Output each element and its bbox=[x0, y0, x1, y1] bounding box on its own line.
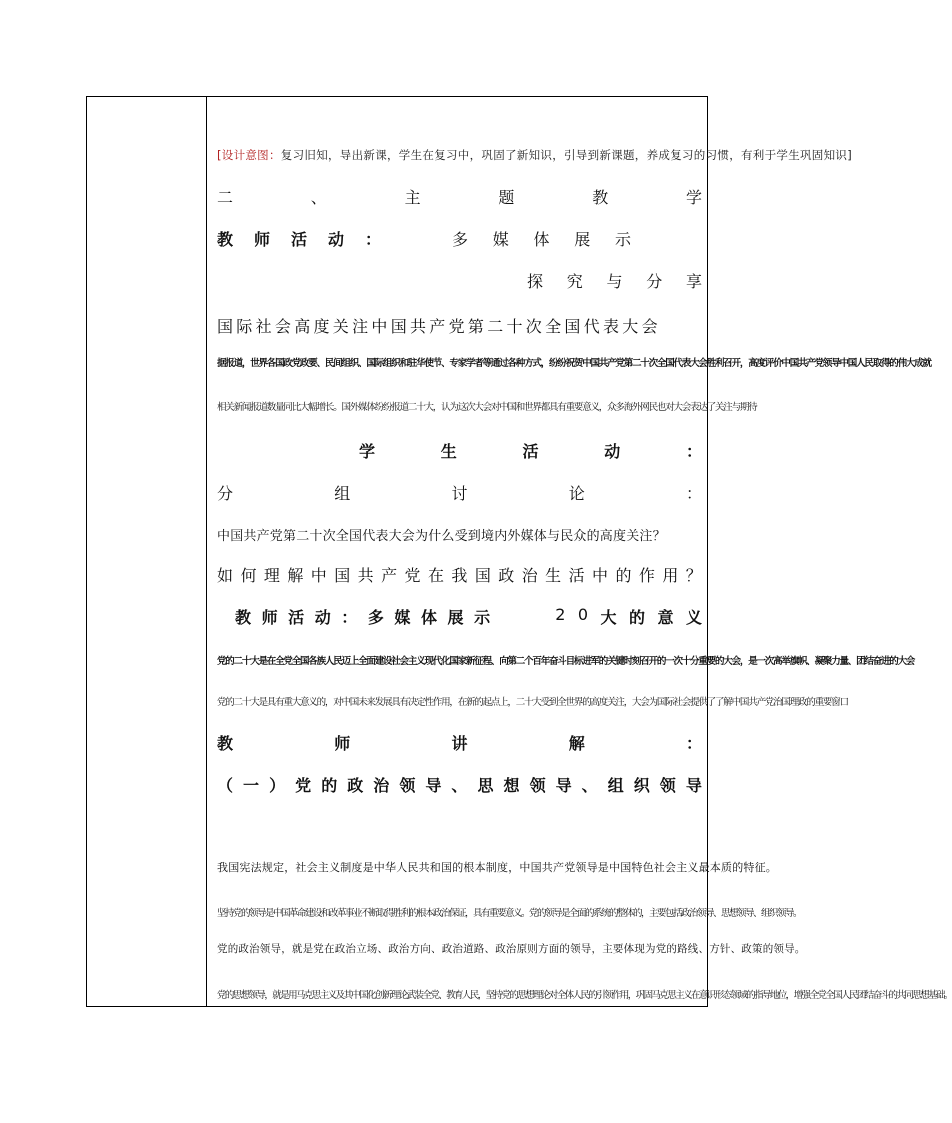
content-column bbox=[209, 97, 952, 1006]
question-1: 中国共产党第二十次全国代表大会为什么受到境内外媒体与民众的高度关注？ bbox=[217, 529, 666, 544]
paragraph-constitution: 我国宪法规定，社会主义制度是中华人民共和国的根本制度，中国共产党领导是中国特色社会主义最本质的特征。 bbox=[217, 861, 777, 874]
question-2: 如 何 理 解 中 国 共 产 党 在 我 国 政 治 生 活 中 的 作 用 ？ bbox=[217, 566, 703, 585]
paragraph-leadership: 坚持党的领导是中国革命建设和改革事业不断取得胜利的根本政治保证，具有重要意义。党的领导是全面的系统的整体的，主要包括政治领导、思想领导、组织领导。 bbox=[217, 908, 802, 919]
dense-paragraph-1-line-2: 相关新闻报道数量同比大幅增长。国外媒体纷纷报道二十大，认为这次大会对中国和世界都具有重要意义，众多海外网民也对大会表达了关注与期待 bbox=[217, 402, 757, 413]
dense-paragraph-2-line-1: 党的二十大是在全党全国各族人民迈上全面建设社会主义现代化国家新征程、向第二个百年奋斗目标进军的关键时刻召开的一次十分重要的大会，是一次高举旗帜、凝聚力量、团结奋进的大会 bbox=[217, 656, 915, 667]
lesson-plan-table bbox=[86, 96, 952, 1007]
student-activity: 学 生 活 动 ： bbox=[359, 442, 703, 461]
teacher-activity-2: 教 师 活 动 ： 多 媒 体 展 示 2 0 大 的 意 义 bbox=[235, 605, 703, 627]
design-intent-text: 复习旧知，导出新课，学生在复习中，巩固了新知识，引导到新课题，养成复习的习惯，有利于学生巩固知识] bbox=[280, 148, 852, 162]
left-column bbox=[87, 97, 207, 1006]
explore-share: 探 究 与 分 享 bbox=[527, 272, 703, 291]
intl-attention: 国际社会高度关注中国共产党第二十次全国代表大会 bbox=[217, 317, 661, 336]
design-intent bbox=[217, 147, 852, 163]
dense-paragraph-2-line-2: 党的二十大是具有重大意义的，对中国未来发展具有决定性作用，在新的起点上，二十大受到全世界的高度关注，大会为国际社会提供了了解中国共产党治国理政的重要窗口 bbox=[217, 697, 848, 708]
design-intent-tag: [设计意图： bbox=[217, 148, 281, 162]
paragraph-political-leadership: 党的政治领导，就是党在政治立场、政治方向、政治道路、政治原则方面的领导，主要体现为党的路线、方针、政策的领导。 bbox=[217, 943, 806, 955]
subtitle-party-leadership: （ 一 ） 党 的 政 治 领 导 、 思 想 领 导 、 组 织 领 导 bbox=[217, 776, 703, 795]
teacher-explain: 教 师 讲 解 ： bbox=[217, 734, 703, 753]
paragraph-last: 党的思想领导，就是用马克思主义及其中国化创新理论武装全党、教育人民，坚持党的思想理论对全体人民的引领作用，巩固马克思主义在意识形态领域的指导地位，增强全党全国人民团结奋斗的共同思想基础。 bbox=[217, 990, 952, 1001]
dense-paragraph-1-line-1: 据报道，世界各国政党政要、民间组织、国际组织和驻华使节、专家学者等通过各种方式，纷纷祝贺中国共产党第二十次全国代表大会胜利召开，高度评价中国共产党领导中国人民取得的伟大成就 bbox=[217, 358, 931, 369]
section-title: 二 、 主 题 教 学 bbox=[217, 188, 703, 207]
group-discussion: 分 组 讨 论 ： bbox=[217, 484, 703, 503]
teacher-activity-1: 教 师 活 动 ： 多 媒 体 展 示 bbox=[217, 230, 632, 249]
